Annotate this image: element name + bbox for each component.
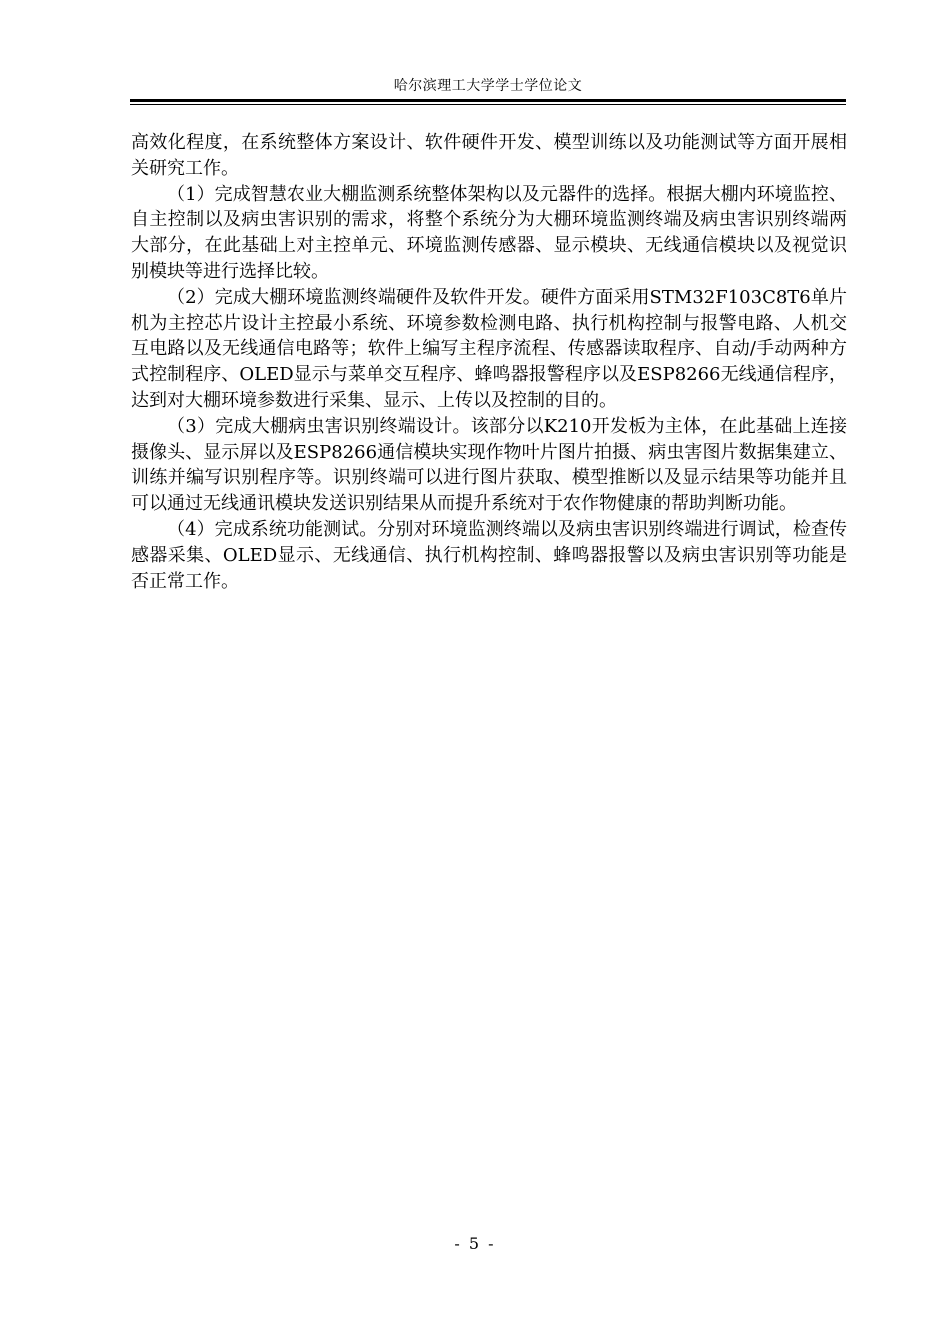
header-rule-thin: [130, 104, 846, 105]
paragraph-item-3: （3）完成大棚病虫害识别终端设计。该部分以K210开发板为主体，在此基础上连接摄像头、显示屏以及ESP8266通信模块实现作物叶片图片拍摄、病虫害图片数据集建立、训练并编写识别程序等。识别终端可以进行图片获取、模型推断以及显示结果等功能并且可以通过无线通讯模块发送识别结果从而提升系统对于农作物健康的帮助判断功能。: [131, 415, 847, 515]
paragraph-continuation: 高效化程度，在系统整体方案设计、软件硬件开发、模型训练以及功能测试等方面开展相关研究工作。: [131, 132, 847, 179]
page-number: - 5 -: [454, 1234, 496, 1253]
paragraph-item-2: （2）完成大棚环境监测终端硬件及软件开发。硬件方面采用STM32F103C8T6单片机为主控芯片设计主控最小系统、环境参数检测电路、执行机构控制与报警电路、人机交互电路以及无线通信电路等；软件上编写主程序流程、传感器读取程序、自动/手动两种方式控制程序、OLED显示与菜单交互程序、蜂鸣器报警程序以及ESP8266无线通信程序，达到对大棚环境参数进行采集、显示、上传以及控制的目的。: [131, 286, 847, 411]
body-text: [131, 130, 847, 594]
running-header: 哈尔滨理工大学学士学位论文: [393, 78, 583, 94]
paragraph-item-4: （4）完成系统功能测试。分别对环境监测终端以及病虫害识别终端进行调试，检查传感器采集、OLED显示、无线通信、执行机构控制、蜂鸣器报警以及病虫害识别等功能是否正常工作。: [131, 518, 847, 592]
paragraph-item-1: （1）完成智慧农业大棚监测系统整体架构以及元器件的选择。根据大棚内环境监控、自主控制以及病虫害识别的需求，将整个系统分为大棚环境监测终端及病虫害识别终端两大部分，在此基础上对主控单元、环境监测传感器、显示模块、无线通信模块以及视觉识别模块等进行选择比较。: [131, 183, 847, 282]
header-rule-thick: [130, 99, 846, 102]
